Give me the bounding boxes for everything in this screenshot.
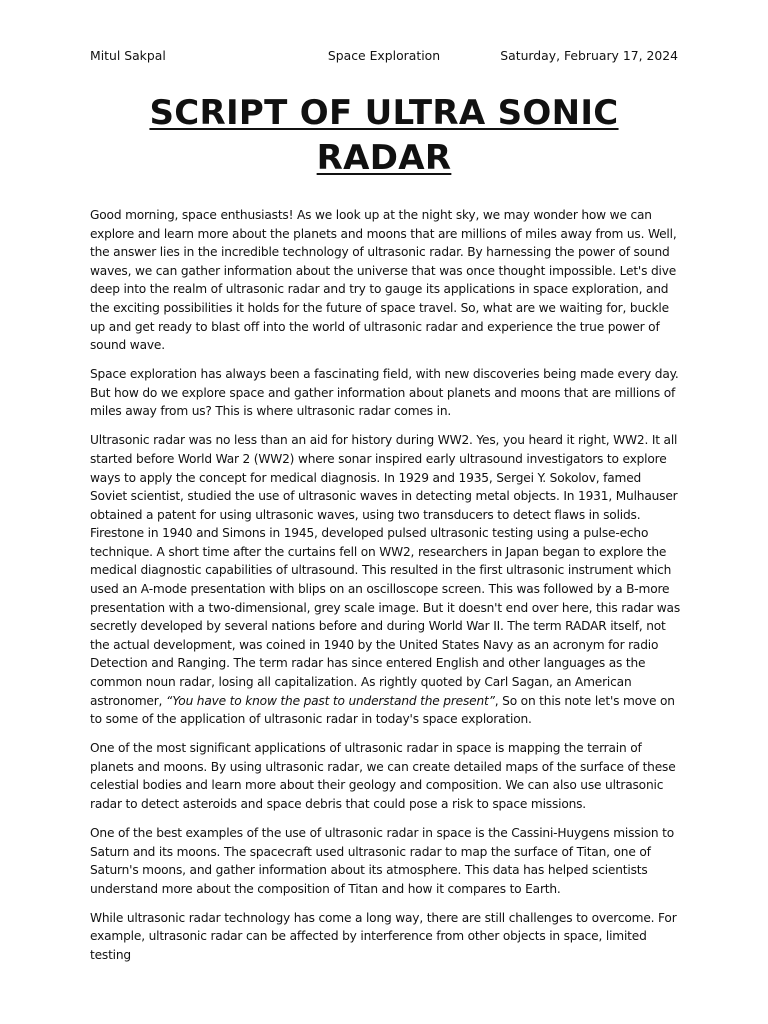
- document-title: SCRIPT OF ULTRA SONIC RADAR: [149, 93, 619, 178]
- page-header: [90, 47, 678, 65]
- header-date: Saturday, February 17, 2024: [500, 48, 678, 63]
- paragraph-cassini: One of the best examples of the use of ultrasonic radar in space is the Cassini-Huygens mission to Saturn and its moons. The spacecraft used ultrasonic radar to map the surface of Titan, one of Saturn's moons, and gather information about its atmosphere. This data has helped scientists understand more about the composition of Titan and how it compares to Earth.: [90, 825, 675, 896]
- paragraph-mapping: One of the most significant applications of ultrasonic radar in space is mapping the terrain of planets and moons. By using ultrasonic radar, we can create detailed maps of the surface of these celestial bodies and learn more about their geology and composition. We can also use ultrasonic radar to detect asteroids and space debris that could pose a risk to space missions.: [90, 741, 676, 811]
- header-author: Mitul Sakpal: [90, 48, 166, 63]
- paragraph-history: [90, 431, 680, 729]
- history-text: Ultrasonic radar was no less than an aid for history during WW2. Yes, you heard it right, WW2. It all started before World War 2 (WW2) where sonar inspired early ultrasound investigators to explore ways to apply the concept for medical diagnosis. In 1929 and 1935, Sergei Y. Sokolov, famed Soviet scientist, studied the use of ultrasonic waves in detecting metal objects. In 1931, Mulhauser obtained a patent for using ultrasonic waves, using two transducers to detect flaws in solids. Firestone in 1940 and Simons in 1945, developed pulsed ultrasonic testing using a pulse-echo technique. A short time after the curtains fell on WW2, researchers in Japan began to explore the medical diagnostic capabilities of ultrasound. This resulted in the first ultrasonic instrument which used an A-mode presentation with blips on an oscilloscope screen. This was followed by a B-more presentation with a two-dimensional, grey scale image. But it doesn't end over here, this radar was secretly developed by several nations before and during World War II. The term RADAR itself, not the actual development, was coined in 1940 by the United States Navy as an acronym for radio Detection and Ranging. The term radar has since entered English and other languages as the common noun radar, losing all capitalization. As rightly quoted by Carl Sagan, an American astronomer,: [90, 433, 680, 708]
- carl-sagan-quote: “You have to know the past to understand the present”: [165, 693, 495, 708]
- history-text-end: , So on this note let's move on to some of the application of ultrasonic radar in today's space exploration.: [90, 693, 675, 727]
- paragraph-space-exploration: Space exploration has always been a fascinating field, with new discoveries being made every day. But how do we explore space and gather information about planets and moons that are millions of miles away from us? This is where ultrasonic radar comes in.: [90, 367, 679, 419]
- paragraph-challenges: While ultrasonic radar technology has come a long way, there are still challenges to overcome. For example, ultrasonic radar can be affected by interference from other objects in space, limited testing: [90, 910, 677, 962]
- paragraph-intro: Good morning, space enthusiasts! As we look up at the night sky, we may wonder how we can explore and learn more about the planets and moons that are millions of miles away from us. Well, the answer lies in the incredible technology of ultrasonic radar. By harnessing the power of sound waves, we can gather information about the universe that was once thought impossible. Let's dive deep into the realm of ultrasonic radar and try to gauge its applications in space exploration, and the exciting possibilities it holds for the future of space travel. So, what are we waiting for, buckle up and get ready to blast off into the world of ultrasonic radar and experience the true power of sound wave.: [90, 208, 677, 353]
- document-body: [90, 206, 680, 962]
- header-subject: Space Exploration: [327, 48, 441, 63]
